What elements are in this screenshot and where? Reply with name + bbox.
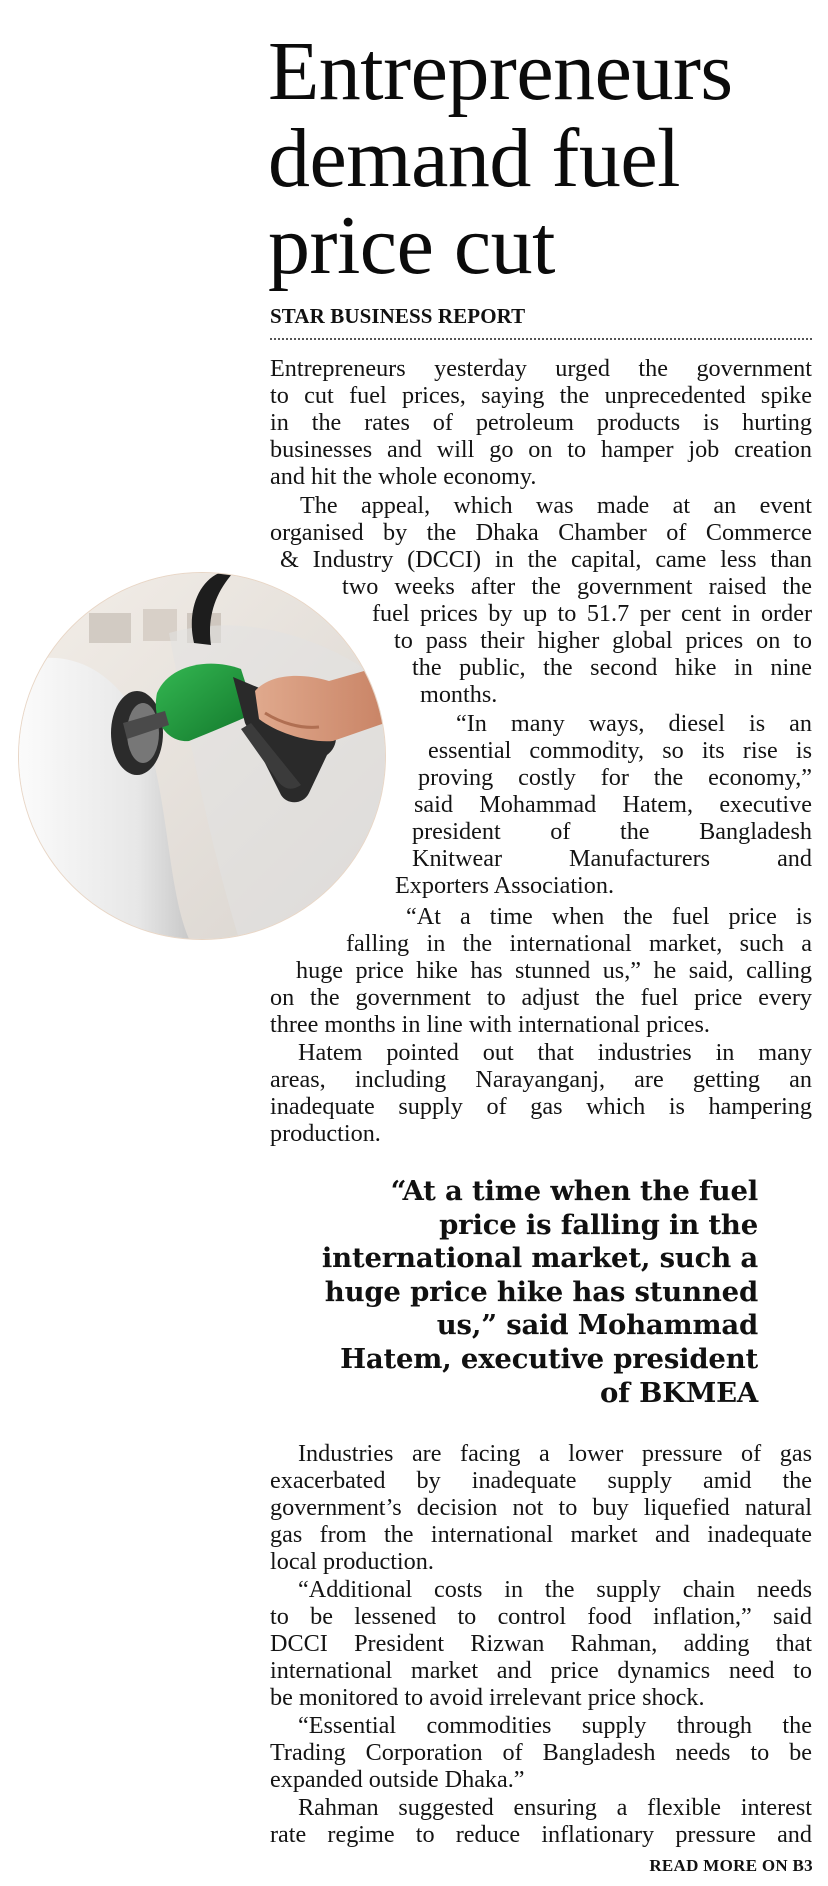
byline-divider [270,338,812,340]
pull-quote-line: huge price hike has stunned [324,1275,758,1308]
body-text-line: expanded outside Dhaka.” [270,1766,525,1793]
body-text-line: DCCI President Rizwan Rahman, adding that [270,1630,812,1657]
body-text-line: falling in the international market, such a [346,930,812,957]
body-text-line: on the government to adjust the fuel price every [270,984,812,1011]
body-text-line: “Essential commodities supply through the [298,1712,812,1739]
body-text-line: “In many ways, diesel is an [456,710,812,737]
body-text-line: to be lessened to control food inflation,” said [270,1603,812,1630]
body-text-line: Trading Corporation of Bangladesh needs to be [270,1739,812,1766]
read-more-link[interactable]: READ MORE ON B3 [649,1856,813,1875]
body-text-line: Industries are facing a lower pressure of gas [298,1440,812,1467]
headline: Entrepreneurs demand fuel price cut [268,25,733,292]
body-text-line: fuel prices by up to 51.7 per cent in order [372,600,812,627]
body-text-line: two weeks after the government raised the [342,573,812,600]
body-text-line: in the rates of petroleum products is hurting [270,409,812,436]
body-text-line: said Mohammad Hatem, executive [414,791,812,818]
body-text-line: Exporters Association. [395,872,614,899]
body-text-line: and hit the whole economy. [270,463,537,490]
body-text-line: organised by the Dhaka Chamber of Commerce [270,519,812,546]
body-text-line: be monitored to avoid irrelevant price shock. [270,1684,705,1711]
body-text-line: huge price hike has stunned us,” he said, calling [296,957,812,984]
body-text-line: production. [270,1120,381,1147]
body-text-line: “At a time when the fuel price is [406,903,812,930]
fuel-nozzle-photo [19,573,385,939]
body-text-line: “Additional costs in the supply chain needs [298,1576,812,1603]
body-text-line: essential commodity, so its rise is [428,737,812,764]
body-text-line: proving costly for the economy,” [418,764,812,791]
body-text-line: Rahman suggested ensuring a flexible interest [298,1794,812,1821]
pull-quote-line: price is falling in the [439,1208,758,1241]
pull-quote-line: us,” said Mohammad [436,1309,758,1342]
body-text-line: Hatem pointed out that industries in many [298,1039,812,1066]
body-text-line: areas, including Narayanganj, are getting an [270,1066,812,1093]
body-text-line: The appeal, which was made at an event [300,492,812,519]
pull-quote-line: “At a time when the fuel [390,1175,758,1207]
pull-quote-line: of BKMEA [599,1376,758,1409]
body-text-line: Knitwear Manufacturers and [412,845,812,872]
pull-quote-line: international market, such a [321,1242,758,1275]
body-text-line: businesses and will go on to hamper job creation [270,436,812,463]
body-text-line: the public, the second hike in nine [412,654,812,681]
body-text-line: to pass their higher global prices on to [394,627,812,654]
body-text-line: months. [420,681,498,708]
body-text-line: Entrepreneurs yesterday urged the government [270,355,812,382]
body-text-line: three months in line with international prices. [270,1011,710,1038]
body-text-line: gas from the international market and inadequate [270,1521,812,1548]
body-text-line: exacerbated by inadequate supply amid the [270,1467,812,1494]
body-text-line: local production. [270,1548,434,1575]
byline: STAR BUSINESS REPORT [270,304,526,328]
body-text-line: rate regime to reduce inflationary pressure and [270,1821,812,1848]
pull-quote [300,1175,758,1410]
body-text-line: to cut fuel prices, saying the unprecedented spike [270,382,812,409]
body-text-line: international market and price dynamics need to [270,1657,812,1684]
body-text-line: president of the Bangladesh [412,818,812,845]
pull-quote-line: Hatem, executive president [340,1342,758,1375]
body-text-line: inadequate supply of gas which is hampering [270,1093,812,1120]
body-text-line: & Industry (DCCI) in the capital, came less than [280,546,812,573]
body-text-line: government’s decision not to buy liquefied natural [270,1494,812,1521]
fuel-nozzle-illustration [19,573,385,939]
